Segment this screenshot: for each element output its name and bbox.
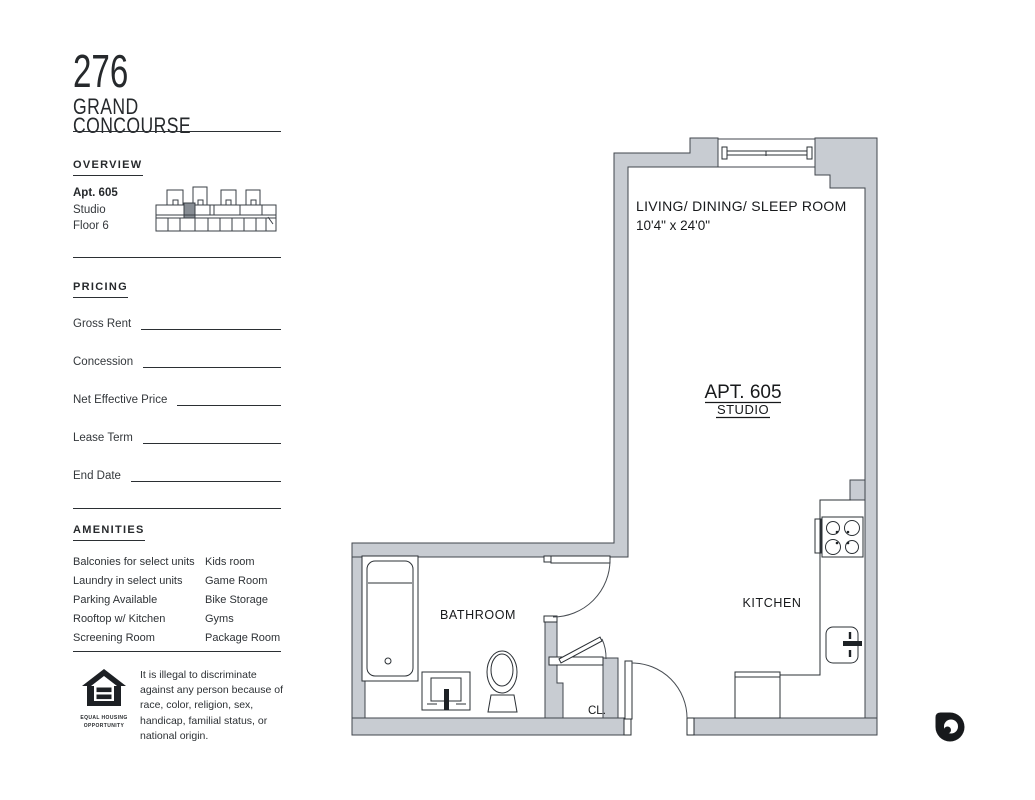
equal-housing-label: EQUAL HOUSING OPPORTUNITY (80, 715, 128, 729)
pricing-row: Gross Rent (73, 314, 281, 330)
closet-door (549, 637, 606, 665)
amenity: Rooftop w/ Kitchen (73, 613, 166, 625)
brand-number: 276 (73, 45, 129, 97)
unit-type: Studio (73, 203, 106, 216)
brand-name: GRAND CONCOURSE (73, 94, 192, 138)
amenity: Balconies for select units (73, 556, 195, 568)
amenity: Package Room (205, 632, 281, 644)
bathroom-label: BATHROOM (439, 608, 517, 622)
apt-title: APT. 605 (704, 382, 782, 403)
brokerage-logo-icon (936, 713, 965, 742)
walls (352, 138, 877, 735)
bathroom-sink-icon (422, 672, 470, 710)
fair-housing-disclaimer: It is illegal to discriminate against any person because of race, color, religion, sex, handicap, familial status, or national origin. (140, 669, 284, 742)
overview-heading: OVERVIEW (73, 159, 143, 176)
apt-number: Apt. 605 (73, 187, 118, 199)
amenity: Bike Storage (205, 594, 268, 606)
entry-door (624, 661, 694, 736)
floor-number: Floor 6 (73, 220, 109, 232)
bathroom-door (544, 556, 610, 622)
closet-label: CL. (588, 705, 606, 717)
amenity: Kids room (205, 556, 255, 568)
amenity: Screening Room (73, 632, 155, 644)
amenities-heading: AMENITIES (73, 524, 145, 541)
bathtub-icon (362, 556, 418, 681)
amenity: Parking Available (73, 594, 158, 606)
pricing-row: Net Effective Price (73, 390, 281, 406)
refrigerator-icon (735, 672, 780, 718)
kitchen-sink-icon (826, 627, 862, 663)
pricing-row: Concession (73, 352, 281, 368)
living-room-label: LIVING/ DINING/ SLEEP ROOM (636, 198, 847, 214)
column (850, 480, 865, 500)
amenity: Gyms (205, 613, 234, 625)
toilet-icon (487, 651, 517, 712)
kitchen-label: KITCHEN (742, 596, 802, 610)
amenity: Laundry in select units (73, 575, 183, 587)
window-icon (718, 139, 815, 167)
living-room-dims: 10'4" x 24'0" (636, 218, 711, 233)
pricing-row: End Date (73, 466, 281, 482)
stove-icon (815, 517, 863, 557)
apt-subtitle: STUDIO (716, 402, 770, 417)
pricing-row: Lease Term (73, 428, 281, 444)
pricing-heading: PRICING (73, 281, 128, 298)
amenity: Game Room (205, 575, 268, 587)
